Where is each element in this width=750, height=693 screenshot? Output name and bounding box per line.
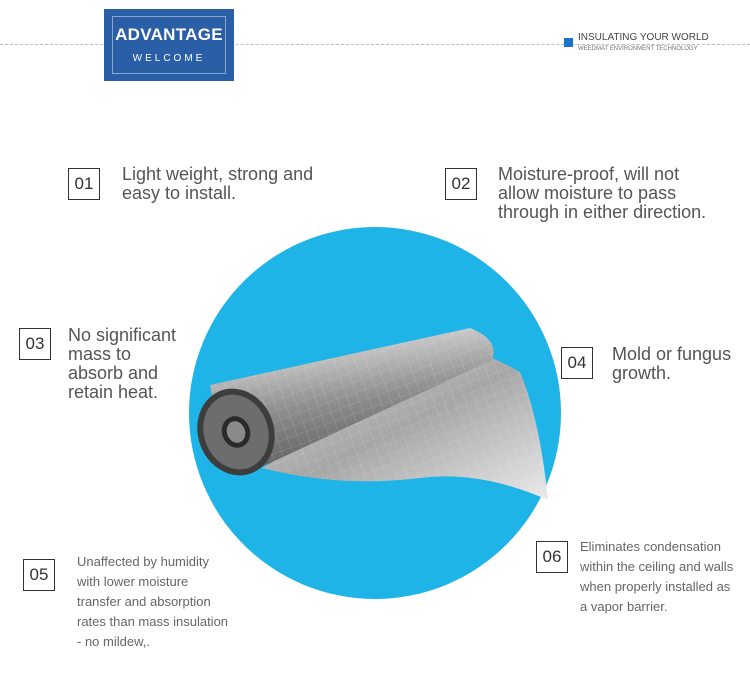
feature-text-02 [498,165,706,222]
feature-line: Unaffected by humidity [77,554,209,569]
feature-line: - no mildew,. [77,634,150,649]
feature-text-03 [68,326,176,402]
feature-number-02: 02 [445,168,477,200]
feature-line: Eliminates condensation [580,539,721,554]
feature-line: a vapor barrier. [580,599,668,614]
feature-line: easy to install. [122,183,237,203]
feature-line: allow moisture to pass [498,183,677,203]
feature-number-03: 03 [19,328,51,360]
feature-line: within the ceiling and walls [580,559,734,574]
feature-number-06: 06 [536,541,568,573]
feature-line: rates than mass insulation [77,614,229,629]
tagline-subtitle: WEEDMAT ENVIRONMENT TECHNOLOGY [578,46,698,52]
feature-text-04 [612,345,731,383]
feature-line: growth. [612,363,672,383]
feature-line: when properly installed as [580,579,731,594]
feature-line: transfer and absorption [77,594,211,609]
feature-line: Moisture-proof, will not [498,164,680,184]
feature-number-01: 01 [68,168,100,200]
feature-text-01 [122,165,313,203]
feature-line: absorb and [68,363,159,383]
feature-number-05: 05 [23,559,55,591]
feature-line: through in either direction. [498,202,707,222]
feature-number-04: 04 [561,347,593,379]
feature-line: with lower moisture [77,574,189,589]
feature-line: Mold or fungus [612,344,732,364]
feature-line: retain heat. [68,382,159,402]
feature-line: mass to [68,344,132,364]
feature-line: No significant [68,325,177,345]
feature-text-05 [77,552,228,652]
feature-text-06 [580,537,733,617]
badge-title: ADVANTAGE [115,25,223,44]
feature-line: Light weight, strong and [122,164,314,184]
badge-subtitle: WELCOME [132,53,206,64]
tagline-title: INSULATING YOUR WORLD [578,32,709,43]
